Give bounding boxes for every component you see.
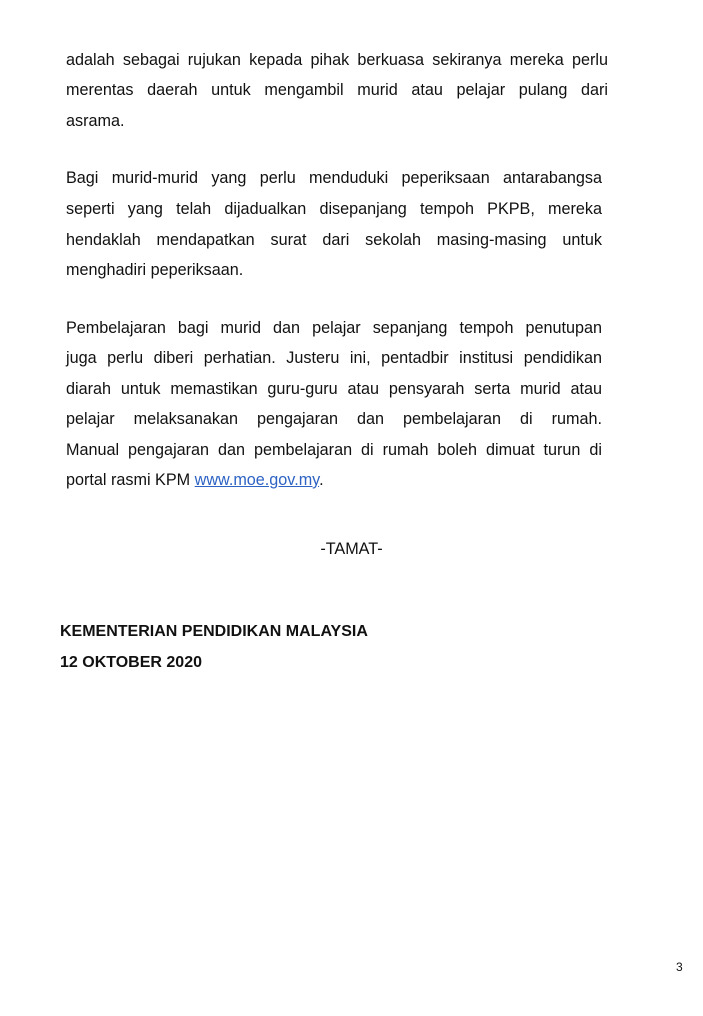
end-marker: -TAMAT- bbox=[320, 540, 383, 558]
paragraph-3-line-3: diarah untuk memastikan guru-guru atau pensyarah serta murid atau bbox=[66, 380, 602, 398]
paragraph-1-line-3: asrama. bbox=[66, 112, 125, 130]
signature-organization: KEMENTERIAN PENDIDIKAN MALAYSIA bbox=[60, 623, 368, 640]
paragraph-3-line-4: pelajar melaksanakan pengajaran dan pembelajaran di rumah. bbox=[66, 410, 602, 428]
page-number: 3 bbox=[676, 960, 683, 974]
paragraph-3-line-6-text: portal rasmi KPM bbox=[66, 471, 195, 489]
paragraph-2-line-4: menghadiri peperiksaan. bbox=[66, 261, 244, 279]
paragraph-1-line-2: merentas daerah untuk mengambil murid atau pelajar pulang dari bbox=[66, 81, 608, 99]
paragraph-3-line-6-period: . bbox=[319, 471, 324, 489]
paragraph-3-line-1: Pembelajaran bagi murid dan pelajar sepanjang tempoh penutupan bbox=[66, 319, 602, 337]
paragraph-1-line-1: adalah sebagai rujukan kepada pihak berkuasa sekiranya mereka perlu bbox=[66, 51, 608, 69]
moe-website-link[interactable]: www.moe.gov.my bbox=[194, 471, 320, 489]
paragraph-3-line-5: Manual pengajaran dan pembelajaran di rumah boleh dimuat turun di bbox=[66, 441, 602, 459]
paragraph-3-line-2: juga perlu diberi perhatian. Justeru ini, pentadbir institusi pendidikan bbox=[66, 349, 602, 367]
paragraph-2-line-3: hendaklah mendapatkan surat dari sekolah masing-masing untuk bbox=[66, 231, 602, 249]
paragraph-3-line-6 bbox=[66, 470, 324, 490]
paragraph-2-line-1: Bagi murid-murid yang perlu menduduki peperiksaan antarabangsa bbox=[66, 169, 602, 187]
paragraph-2-line-2: seperti yang telah dijadualkan disepanjang tempoh PKPB, mereka bbox=[66, 200, 602, 218]
signature-date: 12 OKTOBER 2020 bbox=[60, 654, 202, 671]
